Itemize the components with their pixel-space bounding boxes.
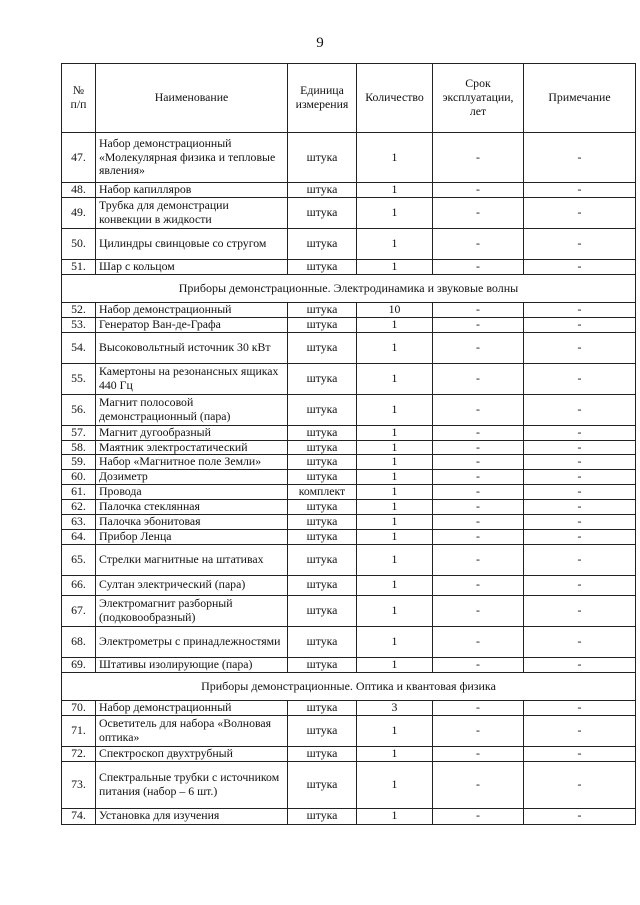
row-number: 56. [62, 394, 96, 425]
row-number: 51. [62, 259, 96, 274]
item-quantity: 1 [357, 332, 433, 363]
item-name: Высоковольтный источник 30 кВт [96, 332, 288, 363]
item-note: - [524, 332, 636, 363]
item-service-life: - [433, 425, 524, 440]
item-quantity: 1 [357, 228, 433, 259]
item-quantity: 1 [357, 544, 433, 575]
row-number: 71. [62, 715, 96, 746]
item-name: Осветитель для набора «Волновая оптика» [96, 715, 288, 746]
item-note: - [524, 455, 636, 470]
row-number: 60. [62, 470, 96, 485]
header-note: Примечание [524, 64, 636, 133]
header-unit: Единица измерения [288, 64, 357, 133]
row-number: 55. [62, 363, 96, 394]
item-service-life: - [433, 183, 524, 198]
table-row [62, 715, 636, 746]
item-unit: штука [288, 332, 357, 363]
item-unit: штука [288, 197, 357, 228]
item-quantity: 3 [357, 700, 433, 715]
item-name: Шар с кольцом [96, 259, 288, 274]
item-note: - [524, 575, 636, 595]
table-row [62, 626, 636, 657]
row-number: 48. [62, 183, 96, 198]
item-service-life: - [433, 715, 524, 746]
item-service-life: - [433, 515, 524, 530]
header-service-life: Срок эксплуатации, лет [433, 64, 524, 133]
row-number: 50. [62, 228, 96, 259]
table-row [62, 515, 636, 530]
row-number: 58. [62, 440, 96, 455]
item-service-life: - [433, 302, 524, 317]
item-note: - [524, 715, 636, 746]
table-body [62, 133, 636, 825]
item-note: - [524, 470, 636, 485]
item-name: Магнит полосовой демонстрационный (пара) [96, 394, 288, 425]
item-note: - [524, 595, 636, 626]
table-row [62, 302, 636, 317]
table-header-row [62, 64, 636, 133]
table-row [62, 317, 636, 332]
row-number: 67. [62, 595, 96, 626]
item-quantity: 1 [357, 657, 433, 672]
item-service-life: - [433, 440, 524, 455]
item-name: Трубка для демонстрации конвекции в жидкости [96, 197, 288, 228]
item-name: Установка для изучения [96, 808, 288, 824]
table-row [62, 394, 636, 425]
row-number: 69. [62, 657, 96, 672]
row-number: 53. [62, 317, 96, 332]
table-row [62, 363, 636, 394]
table-row [62, 228, 636, 259]
row-number: 66. [62, 575, 96, 595]
row-number: 47. [62, 133, 96, 183]
item-unit: штука [288, 440, 357, 455]
row-number: 57. [62, 425, 96, 440]
row-number: 49. [62, 197, 96, 228]
item-note: - [524, 394, 636, 425]
item-unit: штука [288, 425, 357, 440]
item-service-life: - [433, 317, 524, 332]
item-unit: штука [288, 363, 357, 394]
section-title: Приборы демонстрационные. Электродинамика и звуковые волны [62, 274, 636, 302]
item-name: Палочка стеклянная [96, 500, 288, 515]
table-row [62, 700, 636, 715]
item-note: - [524, 440, 636, 455]
section-row [62, 672, 636, 700]
item-name: Палочка эбонитовая [96, 515, 288, 530]
item-service-life: - [433, 626, 524, 657]
item-service-life: - [433, 470, 524, 485]
item-quantity: 1 [357, 183, 433, 198]
item-quantity: 1 [357, 529, 433, 544]
item-unit: штука [288, 808, 357, 824]
item-unit: штука [288, 183, 357, 198]
item-quantity: 1 [357, 485, 433, 500]
item-name: Султан электрический (пара) [96, 575, 288, 595]
table-row [62, 808, 636, 824]
item-name: Прибор Ленца [96, 529, 288, 544]
table-row [62, 575, 636, 595]
item-unit: штука [288, 317, 357, 332]
row-number: 70. [62, 700, 96, 715]
item-service-life: - [433, 133, 524, 183]
item-name: Камертоны на резонансных ящиках 440 Гц [96, 363, 288, 394]
item-note: - [524, 302, 636, 317]
row-number: 73. [62, 761, 96, 808]
row-number: 54. [62, 332, 96, 363]
item-service-life: - [433, 363, 524, 394]
item-unit: штука [288, 746, 357, 761]
item-name: Набор капилляров [96, 183, 288, 198]
item-quantity: 1 [357, 394, 433, 425]
item-service-life: - [433, 746, 524, 761]
row-number: 59. [62, 455, 96, 470]
item-service-life: - [433, 544, 524, 575]
item-quantity: 1 [357, 363, 433, 394]
table-row [62, 197, 636, 228]
item-quantity: 1 [357, 133, 433, 183]
item-service-life: - [433, 700, 524, 715]
item-note: - [524, 363, 636, 394]
item-quantity: 1 [357, 808, 433, 824]
item-note: - [524, 317, 636, 332]
item-note: - [524, 529, 636, 544]
table-row [62, 259, 636, 274]
item-quantity: 1 [357, 595, 433, 626]
item-unit: штука [288, 133, 357, 183]
item-name: Штативы изолирующие (пара) [96, 657, 288, 672]
row-number: 52. [62, 302, 96, 317]
item-quantity: 1 [357, 626, 433, 657]
item-name: Спектроскоп двухтрубный [96, 746, 288, 761]
table-row [62, 133, 636, 183]
item-unit: штука [288, 700, 357, 715]
table-row [62, 440, 636, 455]
table-row [62, 746, 636, 761]
item-quantity: 1 [357, 500, 433, 515]
item-quantity: 1 [357, 425, 433, 440]
table-row [62, 595, 636, 626]
item-quantity: 1 [357, 440, 433, 455]
header-quantity: Количество [357, 64, 433, 133]
item-service-life: - [433, 529, 524, 544]
item-name: Провода [96, 485, 288, 500]
table-row [62, 529, 636, 544]
item-unit: штука [288, 228, 357, 259]
item-unit: комплект [288, 485, 357, 500]
table-row [62, 332, 636, 363]
item-service-life: - [433, 228, 524, 259]
item-quantity: 1 [357, 715, 433, 746]
row-number: 62. [62, 500, 96, 515]
item-note: - [524, 500, 636, 515]
row-number: 65. [62, 544, 96, 575]
item-unit: штука [288, 529, 357, 544]
table-row [62, 455, 636, 470]
item-service-life: - [433, 761, 524, 808]
item-name: Маятник электростатический [96, 440, 288, 455]
item-unit: штука [288, 626, 357, 657]
item-unit: штука [288, 515, 357, 530]
table-row [62, 183, 636, 198]
item-service-life: - [433, 485, 524, 500]
item-note: - [524, 197, 636, 228]
item-service-life: - [433, 197, 524, 228]
item-note: - [524, 626, 636, 657]
item-name: Магнит дугообразный [96, 425, 288, 440]
item-unit: штука [288, 761, 357, 808]
item-quantity: 1 [357, 761, 433, 808]
item-service-life: - [433, 808, 524, 824]
item-name: Дозиметр [96, 470, 288, 485]
table-row [62, 761, 636, 808]
header-name: Наименование [96, 64, 288, 133]
item-name: Цилиндры свинцовые со стругом [96, 228, 288, 259]
item-note: - [524, 746, 636, 761]
item-service-life: - [433, 575, 524, 595]
header-number: № п/п [62, 64, 96, 133]
item-unit: штука [288, 470, 357, 485]
item-note: - [524, 657, 636, 672]
item-note: - [524, 808, 636, 824]
item-unit: штука [288, 259, 357, 274]
item-service-life: - [433, 259, 524, 274]
item-name: Набор «Магнитное поле Земли» [96, 455, 288, 470]
item-quantity: 10 [357, 302, 433, 317]
item-quantity: 1 [357, 746, 433, 761]
row-number: 64. [62, 529, 96, 544]
table-row [62, 485, 636, 500]
table-row [62, 425, 636, 440]
table-row [62, 544, 636, 575]
item-quantity: 1 [357, 197, 433, 228]
item-service-life: - [433, 500, 524, 515]
page-number: 9 [316, 35, 324, 51]
item-note: - [524, 425, 636, 440]
item-service-life: - [433, 455, 524, 470]
item-name: Спектральные трубки с источником питания (набор – 6 шт.) [96, 761, 288, 808]
item-note: - [524, 485, 636, 500]
row-number: 72. [62, 746, 96, 761]
item-note: - [524, 183, 636, 198]
item-quantity: 1 [357, 515, 433, 530]
item-quantity: 1 [357, 317, 433, 332]
item-name: Стрелки магнитные на штативах [96, 544, 288, 575]
item-name: Набор демонстрационный [96, 302, 288, 317]
item-note: - [524, 761, 636, 808]
item-note: - [524, 133, 636, 183]
item-service-life: - [433, 332, 524, 363]
item-note: - [524, 515, 636, 530]
item-name: Генератор Ван-де-Графа [96, 317, 288, 332]
section-row [62, 274, 636, 302]
item-note: - [524, 544, 636, 575]
item-name: Электрометры с принадлежностями [96, 626, 288, 657]
item-unit: штука [288, 715, 357, 746]
item-unit: штука [288, 302, 357, 317]
equipment-table [61, 63, 636, 825]
item-unit: штука [288, 595, 357, 626]
item-service-life: - [433, 595, 524, 626]
item-name: Набор демонстрационный «Молекулярная физика и тепловые явления» [96, 133, 288, 183]
item-quantity: 1 [357, 470, 433, 485]
item-unit: штука [288, 455, 357, 470]
item-unit: штука [288, 575, 357, 595]
item-unit: штука [288, 500, 357, 515]
item-unit: штука [288, 657, 357, 672]
item-unit: штука [288, 394, 357, 425]
table-row [62, 470, 636, 485]
item-service-life: - [433, 657, 524, 672]
table-row [62, 657, 636, 672]
item-note: - [524, 700, 636, 715]
item-name: Набор демонстрационный [96, 700, 288, 715]
row-number: 74. [62, 808, 96, 824]
item-name: Электромагнит разборный (подковообразный) [96, 595, 288, 626]
item-quantity: 1 [357, 455, 433, 470]
item-quantity: 1 [357, 575, 433, 595]
row-number: 68. [62, 626, 96, 657]
item-note: - [524, 228, 636, 259]
table-row [62, 500, 636, 515]
item-quantity: 1 [357, 259, 433, 274]
section-title: Приборы демонстрационные. Оптика и квантовая физика [62, 672, 636, 700]
row-number: 63. [62, 515, 96, 530]
item-note: - [524, 259, 636, 274]
item-service-life: - [433, 394, 524, 425]
item-unit: штука [288, 544, 357, 575]
row-number: 61. [62, 485, 96, 500]
